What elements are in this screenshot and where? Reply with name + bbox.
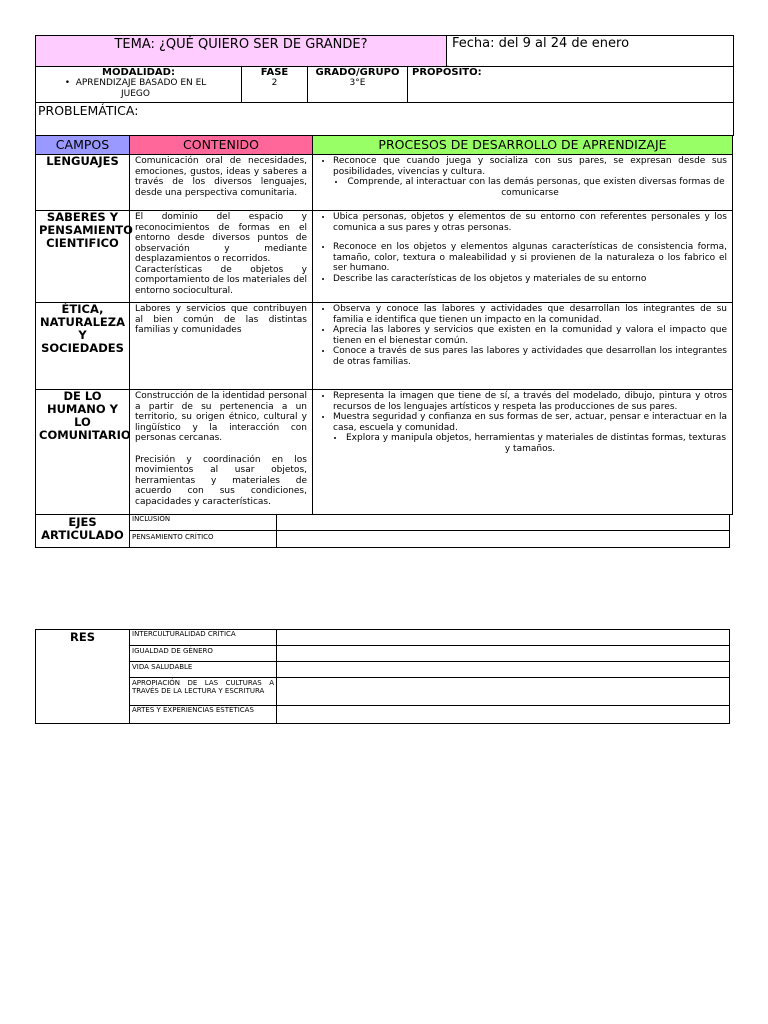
res-item-cell (129, 677, 277, 706)
tema-title: TEMA: ¿QUÉ QUIERO SER DE GRANDE? (114, 37, 368, 52)
modalidad-cell (35, 66, 242, 103)
res-blank-cell (276, 705, 730, 724)
col-campos (35, 135, 130, 155)
problematica-cell (35, 102, 734, 136)
row-saberes-campo (35, 210, 133, 303)
modalidad-value: APRENDIZAJE BASADO EN EL JUEGO (75, 78, 207, 99)
proceso-item: • Reconoce en los objetos y elementos algunas características de consistencia forma, tamaño, color, textura o maleabilidad y si provienen de la naturaleza o los fabrico el ser humano. (333, 242, 727, 274)
col-contenido (129, 135, 313, 155)
proceso-item: • Aprecia las labores y servicios que existen en la comunidad y valora el impacto que tienen en el bienestar común. (333, 325, 727, 346)
ejes-item: PENSAMIENTO CRÍTICO (132, 533, 214, 541)
res-label-cell (35, 629, 130, 724)
tema-cell (35, 35, 447, 67)
fecha-cell (446, 35, 734, 67)
proceso-item: • Observa y conoce las labores y actividades que desarrollan los integrantes de su familia e identifica que tienen un impacto en la comunidad. (333, 304, 727, 325)
res-label: RES (70, 630, 95, 644)
res-blank-cell (276, 677, 730, 706)
campo-label: SABERES Y PENSAMIENTO CIENTIFICO (39, 210, 133, 250)
proceso-item: • Conoce a través de sus pares las labores y actividades que desarrollan los integrantes de otras familias. (333, 346, 727, 367)
res-item: APROPIACIÓN DE LAS CULTURAS A TRAVÉS DE LA LECTURA Y ESCRITURA (132, 679, 274, 695)
campo-label: ÉTICA, NATURALEZA Y SOCIEDADES (40, 302, 125, 355)
ejes-item-cell (129, 530, 277, 548)
row-etica-campo (35, 302, 130, 390)
res-item-cell (129, 645, 277, 662)
res-blank-cell (276, 661, 730, 678)
fase-label: FASE (260, 67, 289, 78)
modalidad-label: MODALIDAD: (102, 67, 175, 78)
row-saberes-contenido (129, 210, 313, 303)
contenido-text: Comunicación oral de necesidades, emociones, gustos, ideas y saberes a través de los diversos lenguajes, desde una perspectiva comunitaria. (135, 156, 307, 198)
row-etica-contenido (129, 302, 313, 390)
proceso-item: • Muestra seguridad y confianza en sus formas de ser, actuar, pensar e interactuar en la casa, escuela y comunidad. (333, 412, 727, 433)
res-item: INTERCULTURALIDAD CRÍTICA (132, 630, 236, 638)
ejes-item-cell (129, 514, 277, 531)
proposito-cell (407, 66, 734, 103)
ejes-label-cell (35, 514, 130, 548)
col-procesos (312, 135, 733, 155)
proceso-item: • Describe las características de los objetos y materiales de su entorno (333, 274, 727, 285)
res-item-cell (129, 629, 277, 646)
row-humano-contenido (129, 389, 313, 515)
row-etica-procesos (312, 302, 733, 390)
campo-label: LENGUAJES (46, 154, 119, 168)
contenido-text: Construcción de la identidad personal a partir de su pertenencia a un territorio, su origen étnico, cultural y lingüístico y la interacción con personas cercanas. (135, 391, 307, 443)
col-procesos-label: PROCESOS DE DESARROLLO DE APRENDIZAJE (378, 137, 667, 152)
row-lenguajes-contenido (129, 154, 313, 211)
fase-cell (241, 66, 308, 103)
proceso-item: • Explora y manipula objetos, herramientas y materiales de distintas formas, texturas y tamaños. (333, 433, 727, 454)
row-lenguajes-campo (35, 154, 130, 211)
row-humano-campo (35, 389, 130, 515)
modalidad-value-wrap (36, 78, 241, 99)
row-lenguajes-procesos (312, 154, 733, 211)
ejes-blank-cell (276, 530, 730, 548)
res-blank-cell (276, 629, 730, 646)
ejes-item: INCLUSIÓN (132, 515, 171, 523)
contenido-text: Características de objetos y comportamiento de los materiales del entorno sociocultural. (135, 264, 307, 296)
res-item: ARTES Y EXPERIENCIAS ESTÉTICAS (132, 706, 254, 714)
res-blank-cell (276, 645, 730, 662)
grado-value: 3°E (349, 78, 366, 88)
contenido-text: El dominio del espacio y reconocimientos de formas en el entorno desde diversos puntos de observación y mediante desplazamientos o recorridos. (135, 212, 307, 264)
fase-value: 2 (271, 78, 278, 88)
bullet-dot: • (64, 78, 76, 88)
ejes-label: EJES ARTICULADO (41, 515, 124, 542)
grado-cell (307, 66, 408, 103)
ejes-blank-cell (276, 514, 730, 531)
campo-label: DE LO HUMANO Y LO COMUNITARIO (39, 389, 131, 442)
res-item: VIDA SALUDABLE (132, 663, 193, 671)
proceso-item: • Ubica personas, objetos y elementos de su entorno con referentes personales y los comunica a sus pares y otras personas. (333, 212, 727, 233)
contenido-text: Labores y servicios que contribuyen al bien común de las distintas familias y comunidades (135, 304, 307, 335)
proposito-label: PROPÓSITO: (412, 67, 482, 78)
res-item: IGUALDAD DE GÉNERO (132, 647, 213, 655)
col-campos-label: CAMPOS (55, 137, 110, 152)
proceso-item: • Comprende, al interactuar con las demás personas, que existen diversas formas de comunicarse (333, 177, 727, 198)
row-saberes-procesos (312, 210, 733, 303)
row-humano-procesos (312, 389, 733, 515)
contenido-text: Precisión y coordinación en los movimientos al usar objetos, herramientas y materiales de acuerdo con sus condiciones, capacidades y características. (135, 454, 307, 507)
proceso-item: • Reconoce que cuando juega y socializa con sus pares, se expresan desde sus posibilidades, vivencias y cultura. (333, 156, 727, 177)
problematica-label: PROBLEMÁTICA: (38, 103, 139, 118)
res-item-cell (129, 705, 277, 724)
col-contenido-label: CONTENIDO (183, 137, 259, 152)
fecha-text: Fecha: del 9 al 24 de enero (452, 36, 630, 51)
grado-label: GRADO/GRUPO (315, 67, 400, 78)
res-item-cell (129, 661, 277, 678)
proceso-item: • Representa la imagen que tiene de sí, a través del modelado, dibujo, pintura y otros recursos de los lenguajes artísticos y respeta las producciones de sus pares. (333, 391, 727, 412)
